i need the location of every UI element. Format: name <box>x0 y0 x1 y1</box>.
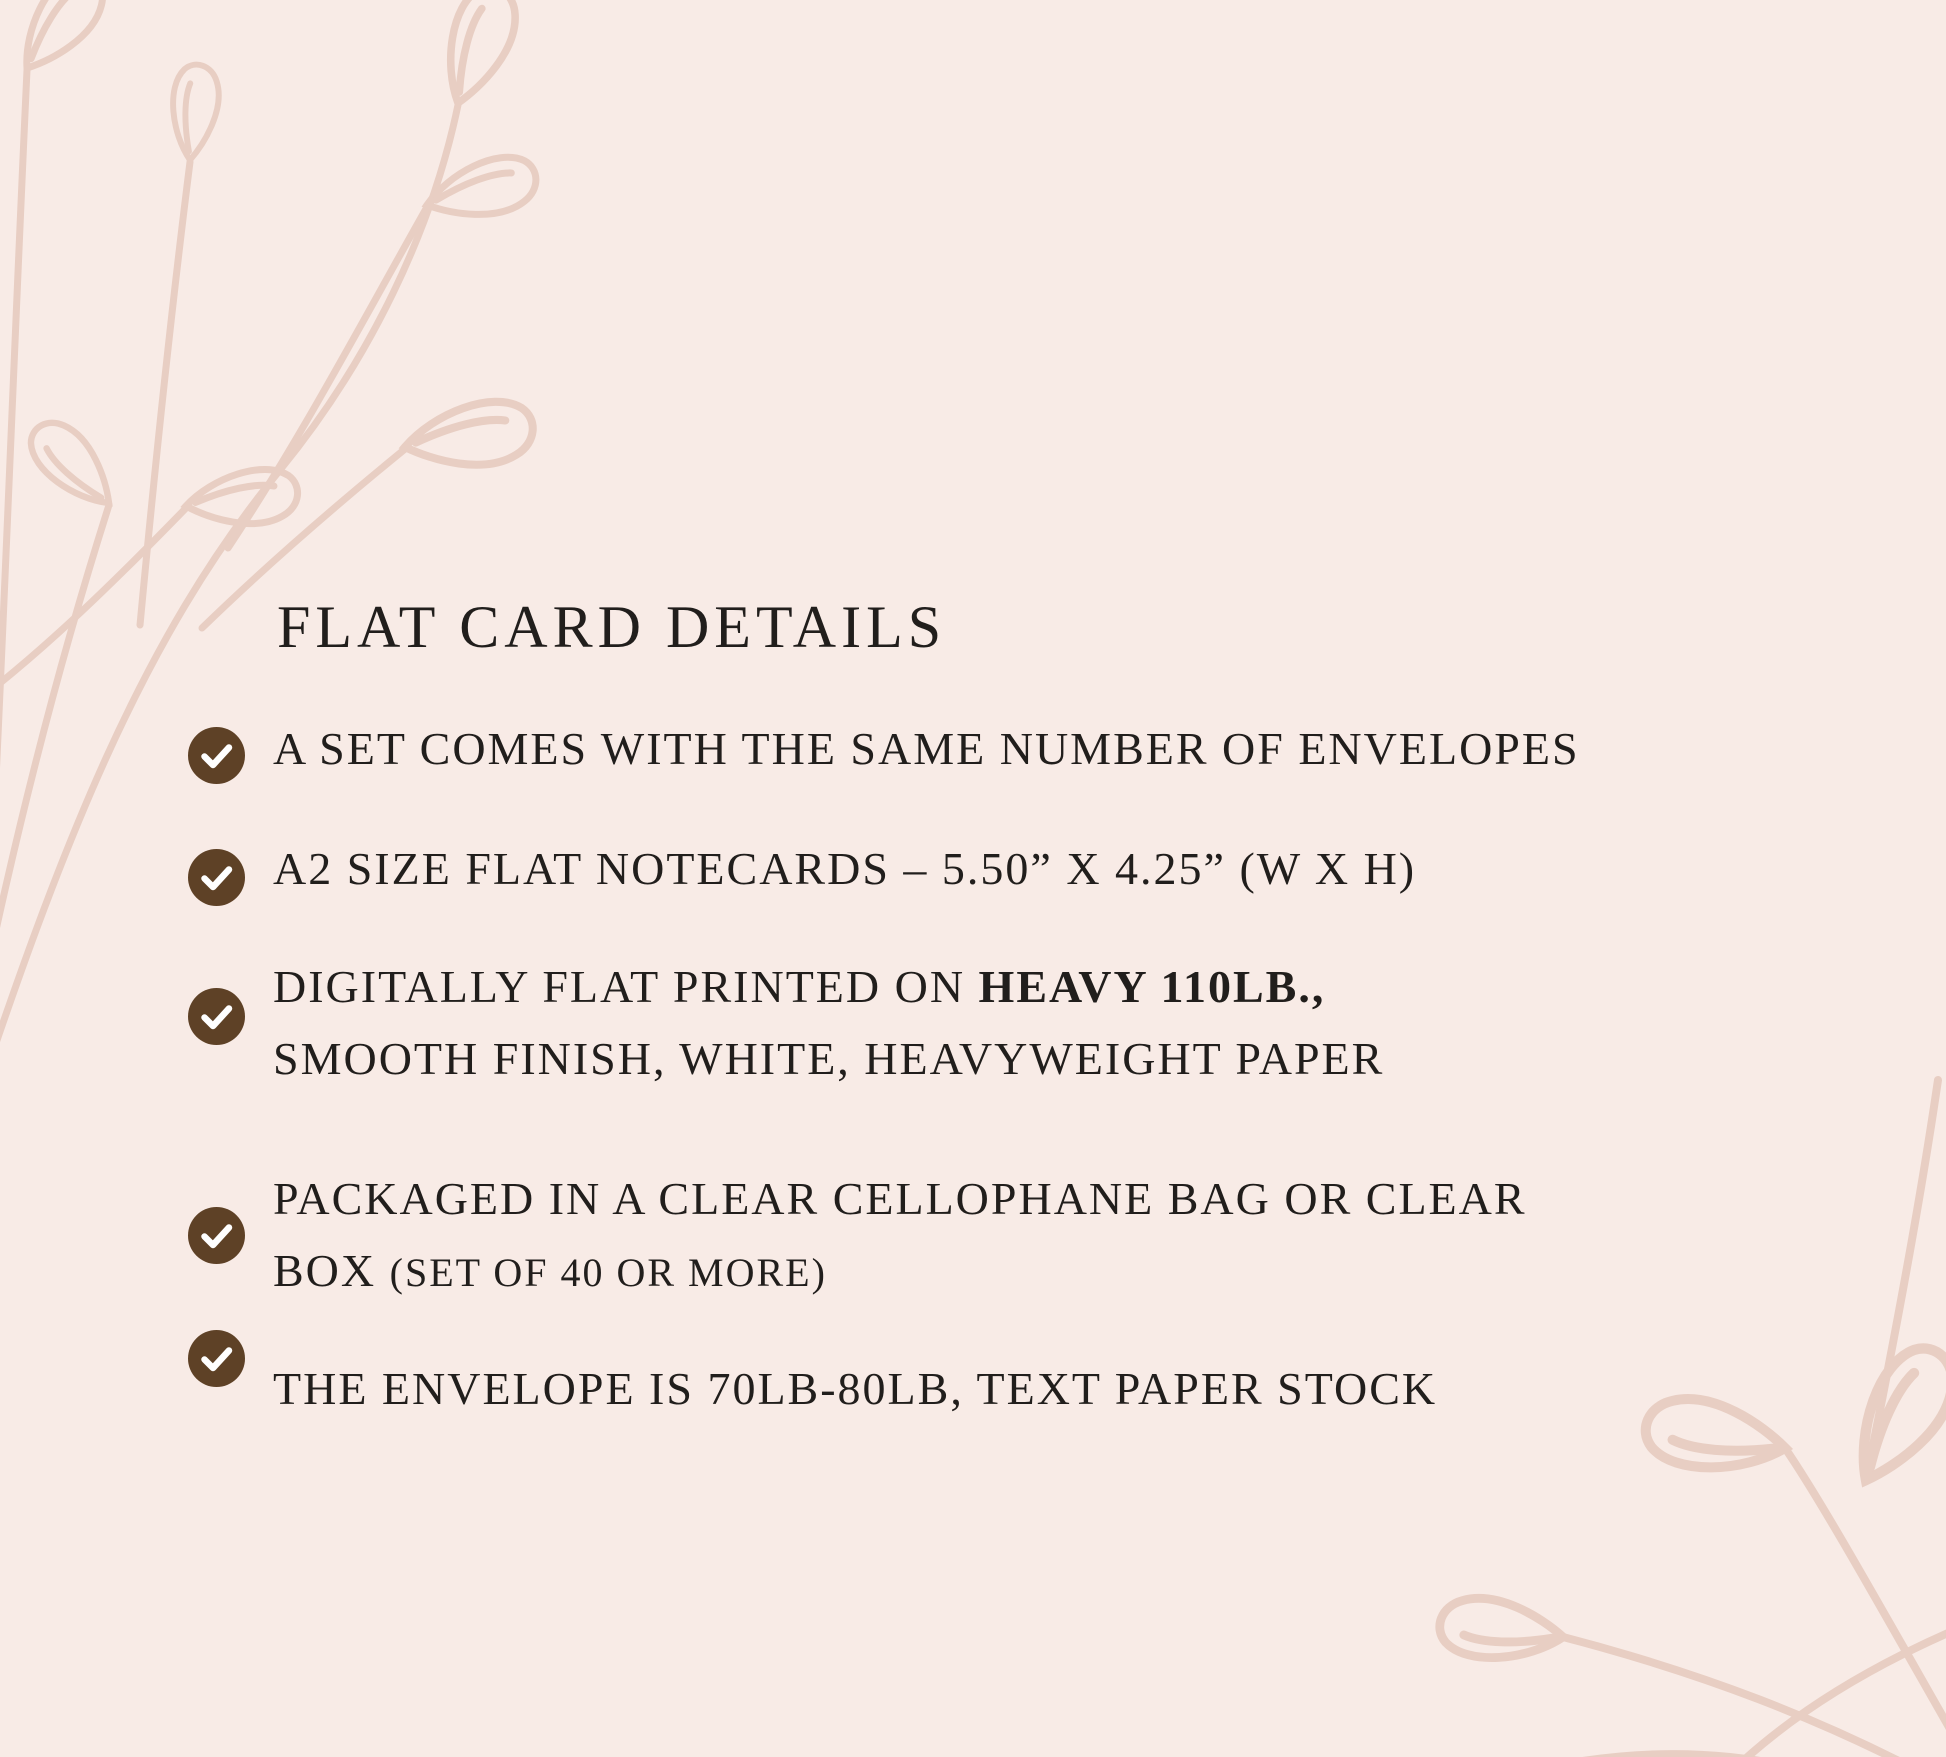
item-text-segment: THE ENVELOPE IS 70LB-80LB, TEXT PAPER STOCK <box>273 1363 1438 1414</box>
check-circle-icon <box>188 988 245 1045</box>
check-circle-icon <box>188 849 245 906</box>
item-text-segment: A2 SIZE FLAT NOTECARDS – 5.50” X 4.25” (W X H) <box>273 843 1417 894</box>
item-text <box>273 833 1416 905</box>
item-text-segment: DIGITALLY FLAT PRINTED ON <box>273 961 979 1012</box>
item-text-segment: A SET COMES WITH THE SAME NUMBER OF ENVELOPES <box>273 723 1580 774</box>
page-title: FLAT CARD DETAILS <box>277 594 947 660</box>
item-line <box>273 713 1580 785</box>
item-line <box>273 1163 1527 1235</box>
item-text-segment: PACKAGED IN A CLEAR CELLOPHANE BAG OR CLEAR <box>273 1173 1527 1224</box>
item-line <box>273 833 1416 905</box>
list-item <box>188 1163 1527 1309</box>
check-circle-icon <box>188 1330 245 1387</box>
item-text-segment: HEAVY 110LB., <box>978 961 1326 1012</box>
item-line <box>273 1023 1384 1095</box>
item-text <box>273 1163 1527 1309</box>
list-item <box>188 833 1416 906</box>
item-line <box>273 1235 1527 1309</box>
item-line <box>273 951 1384 1023</box>
list-item <box>188 713 1580 785</box>
list-item <box>188 951 1384 1095</box>
item-text-segment: BOX <box>273 1245 390 1296</box>
item-text <box>273 713 1580 785</box>
item-text <box>273 951 1384 1095</box>
list-item <box>188 1353 1437 1425</box>
item-text <box>273 1353 1437 1425</box>
item-line <box>273 1353 1437 1425</box>
check-circle-icon <box>188 727 245 784</box>
item-text-segment: SMOOTH FINISH, WHITE, HEAVYWEIGHT PAPER <box>273 1033 1385 1084</box>
item-text-segment: (SET OF 40 OR MORE) <box>389 1250 827 1295</box>
check-circle-icon <box>188 1207 245 1264</box>
